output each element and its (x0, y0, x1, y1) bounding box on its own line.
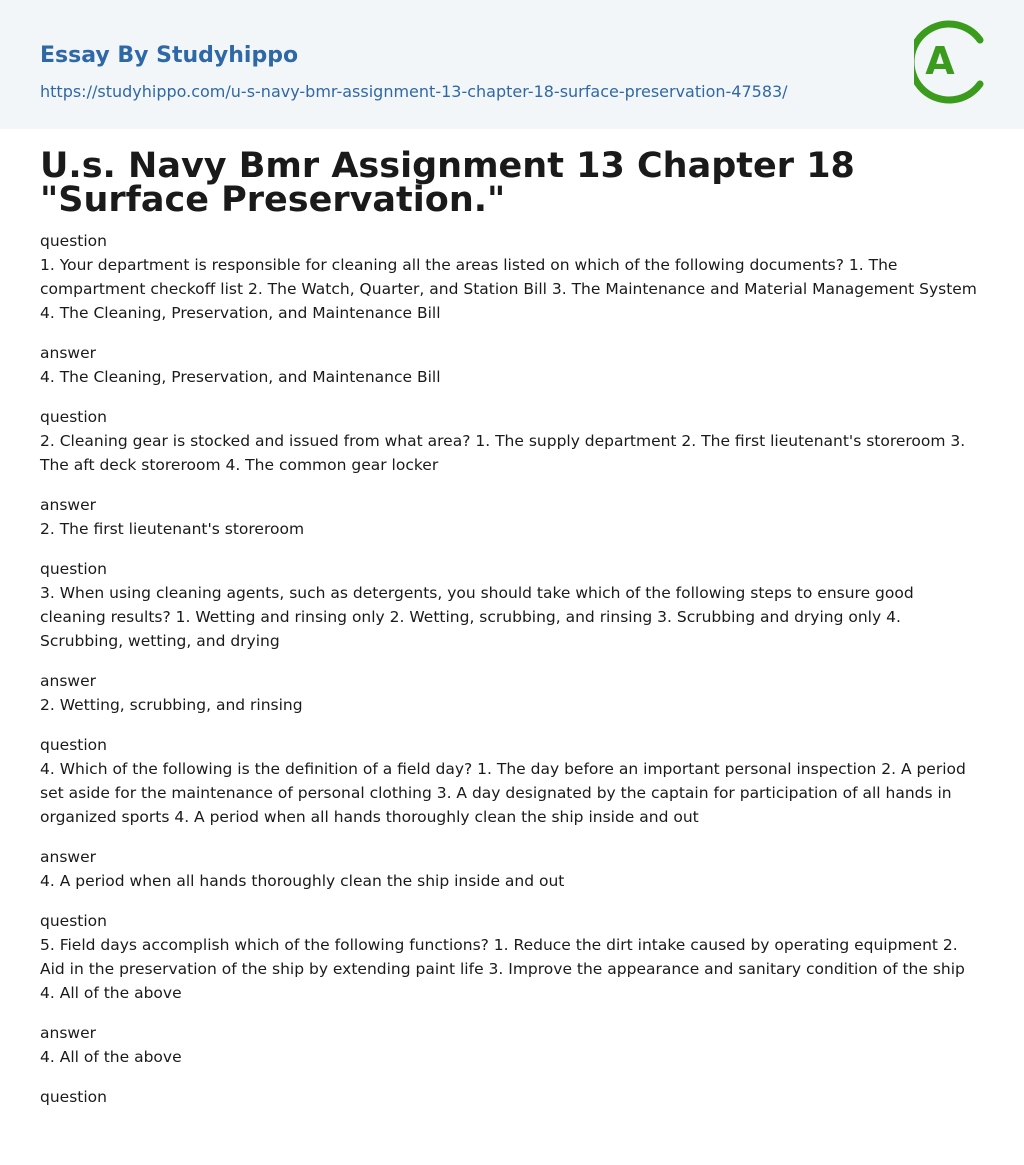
answer-text: 4. The Cleaning, Preservation, and Maintenance Bill (40, 368, 441, 386)
question-label: question (40, 408, 107, 426)
question-label: question (40, 736, 107, 754)
answer-label: answer (40, 848, 96, 866)
answer-label: answer (40, 344, 96, 362)
answer-label: answer (40, 496, 96, 514)
question-text: 2. Cleaning gear is stocked and issued from what area? 1. The supply department 2. The first lieutenant's storeroom 3. The aft deck storeroom 4. The common gear locker (40, 432, 966, 474)
page-url-link[interactable]: https://studyhippo.com/u-s-navy-bmr-assignment-13-chapter-18-surface-preservation-47583/ (40, 82, 788, 101)
question-text: 1. Your department is responsible for cleaning all the areas listed on which of the following documents? 1. The compartment checkoff list 2. The Watch, Quarter, and Station Bill 3. The Maintenance and Material Management System 4. The Cleaning, Preservation, and Maintenance Bill (40, 256, 977, 322)
answer-label: answer (40, 672, 96, 690)
answer-text: 2. The first lieutenant's storeroom (40, 520, 305, 538)
question-text: 3. When using cleaning agents, such as detergents, you should take which of the following steps to ensure good cleaning results? 1. Wetting and rinsing only 2. Wetting, scrubbing, and rinsing 3. Scrubbing and drying only 4. Scrubbing, wetting, and drying (40, 584, 914, 650)
site-header (0, 0, 1024, 129)
page-title: U.s. Navy Bmr Assignment 13 Chapter 18 "Surface Preservation." (40, 146, 855, 220)
essay-content (0, 129, 1024, 1109)
question-label: question (40, 232, 107, 250)
question-label: question (40, 560, 107, 578)
studyhippo-logo-icon[interactable] (914, 18, 986, 106)
answer-label: answer (40, 1024, 96, 1042)
answer-text: 4. A period when all hands thoroughly clean the ship inside and out (40, 872, 565, 890)
qa-list (40, 229, 984, 1109)
logo-letter: A (925, 39, 955, 83)
question-label: question (40, 1088, 107, 1106)
answer-text: 2. Wetting, scrubbing, and rinsing (40, 696, 303, 714)
site-brand[interactable]: Essay By Studyhippo (40, 43, 299, 68)
question-text: 5. Field days accomplish which of the following functions? 1. Reduce the dirt intake caused by operating equipment 2. Aid in the preservation of the ship by extending paint life 3. Improve the appearance and sanitary condition of the ship 4. All of the above (40, 936, 965, 1002)
question-text: 4. Which of the following is the definition of a field day? 1. The day before an important personal inspection 2. A period set aside for the maintenance of personal clothing 3. A day designated by the captain for participation of all hands in organized sports 4. A period when all hands thoroughly clean the ship inside and out (40, 760, 966, 826)
answer-text: 4. All of the above (40, 1048, 182, 1066)
question-label: question (40, 912, 107, 930)
